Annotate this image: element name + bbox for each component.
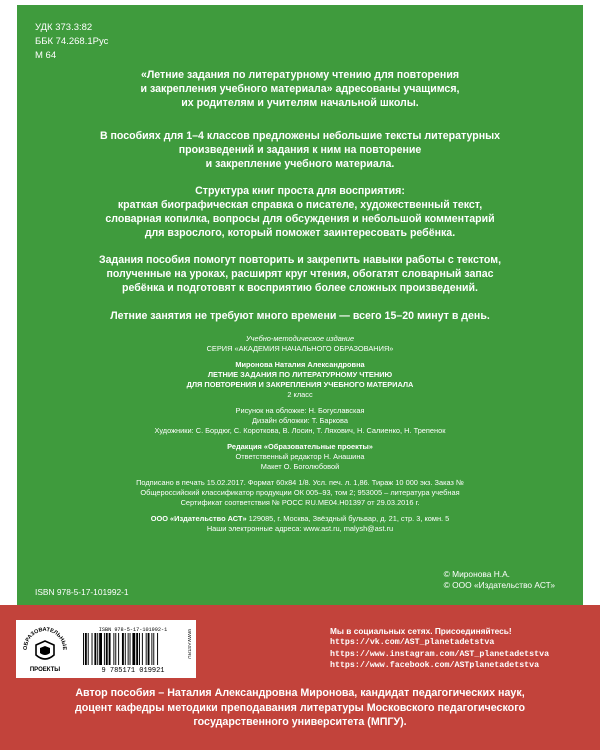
barcode-bar — [85, 633, 87, 665]
barcode-digits: 9 785171 019921 — [101, 667, 165, 674]
imprint-grade: 2 класс — [287, 390, 313, 399]
barcode-box — [16, 620, 196, 678]
intro-paragraph-3: Структура книг проста для восприятия: краткая биографическая справка о писателе, художественный текст, словарная копилка, вопросы для обсуждения и небольшой комментарий для взрослого, который поможет заинтересовать ребёнка. — [105, 185, 495, 239]
social-heading: Мы в социальных сетях. Присоединяйтесь! — [330, 626, 512, 636]
svg-text:WWW.AST.RU: WWW.AST.RU — [187, 629, 192, 659]
barcode-bar — [104, 633, 105, 665]
intro-paragraph-4: Задания пособия помогут повторить и закрепить навыки работы с текстом, полученные на уроках, расширят круг чтения, обогатят словарный запас ребёнка и подготовят к восприятию более сложных произведений. — [98, 254, 502, 294]
barcode-bar — [157, 633, 158, 665]
series: СЕРИЯ «АКАДЕМИЯ НАЧАЛЬНОГО ОБРАЗОВАНИЯ» — [206, 344, 394, 353]
barcode-bar — [122, 633, 124, 665]
print-info-3: Сертификат соответствия № РОСС RU.МЕ04.Н01397 от 29.03.2016 г. — [180, 498, 420, 507]
cover-art-credit: Рисунок на обложке: Н. Богуславская — [235, 406, 365, 415]
email-line: Наши электронные адреса: www.ast.ru, malysh@ast.ru — [206, 524, 394, 533]
barcode-isbn-label: ISBN 978-5-17-101992-1 — [98, 627, 168, 633]
social-link-instagram[interactable]: https://www.instagram.com/AST_planetadetstva — [330, 649, 550, 659]
barcode-bar — [99, 633, 102, 665]
red-panel — [0, 605, 600, 750]
copyright-block — [444, 569, 555, 591]
isbn-text: ISBN 978-5-17-101992-1 — [35, 587, 129, 597]
social-link-facebook[interactable]: https://www.facebook.com/ASTplanetadetstva — [330, 661, 540, 671]
barcode-bar — [106, 633, 108, 665]
barcode-bar — [151, 633, 152, 665]
layout-credit: Макет О. Боголюбовой — [260, 462, 340, 471]
barcode-bar — [97, 633, 98, 665]
barcode-bar — [130, 633, 131, 665]
publisher-address: 129085, г. Москва, Звёздный бульвар, д. 21, стр. 3, комн. 5 — [246, 514, 450, 523]
barcode-bar — [118, 633, 119, 665]
barcode-bar — [92, 633, 93, 665]
udk-code: УДК 373.3:82 — [35, 22, 93, 33]
barcode-icon — [75, 624, 191, 674]
publisher-name: ООО «Издательство АСТ» — [150, 514, 247, 523]
barcode-bar — [113, 633, 114, 665]
social-block — [330, 626, 549, 672]
imprint-block — [17, 334, 583, 534]
author-note: Автор пособия – Наталия Александровна Миронова, кандидат педагогических наук, доцент кафедры методики преподавания литературы Московского педагогического государственного университета (МПГУ). — [74, 687, 526, 728]
publisher-line — [17, 514, 583, 524]
illustrators-credit: Художники: С. Бордюг, С. Короткова, В. Лосин, Т. Ляхович, Н. Салиенко, Н. Трепенок — [154, 426, 446, 435]
barcode-bar — [148, 633, 150, 665]
cover-design-credit: Дизайн обложки: Т. Баркова — [252, 416, 348, 425]
print-info-1: Подписано в печать 15.02.2017. Формат 60x84 1/8. Усл. печ. л. 1,86. Тираж 10 000 экз. Заказ № — [136, 478, 464, 487]
intro-paragraph-2: В пособиях для 1–4 классов предложены небольшие тексты литературных произведений и задания к ним на повторение и закрепление учебного материала. — [99, 130, 501, 170]
intro-paragraph-5: Летние занятия не требуют много времени — всего 15–20 минут в день. — [110, 310, 490, 322]
barcode-bar — [136, 633, 138, 665]
barcode-bar — [139, 633, 140, 665]
intro-paragraph-1: «Летние задания по литературному чтению для повторения и закрепления учебного материала» адресованы учащимся, их родителям и учителям начальной школы. — [140, 69, 460, 109]
logo-top-text: ОБРАЗОВАТЕЛЬНЫЕ — [22, 626, 68, 651]
barcode-bar — [94, 633, 96, 665]
logo-bottom-text: ПРОЕКТЫ — [29, 667, 61, 673]
publisher-logo-icon — [19, 623, 71, 675]
barcode-bar — [146, 633, 147, 665]
author-mark: М 64 — [35, 50, 57, 61]
barcode-bar — [153, 633, 154, 665]
barcode-bar — [83, 633, 84, 665]
barcode-bar — [132, 633, 135, 665]
copyright-author: © Миронова Н.А. — [443, 569, 511, 579]
social-link-vk[interactable]: https://vk.com/AST_planetadetstva — [330, 638, 495, 648]
green-panel — [17, 5, 583, 605]
website-side-text — [186, 623, 194, 675]
copyright-publisher: © ООО «Издательство АСТ» — [443, 580, 555, 590]
imprint-author: Миронова Наталия Александровна — [235, 360, 365, 369]
bbk-code: ББК 74.268.1Рус — [35, 36, 109, 47]
edition-type: Учебно-методическое издание — [245, 334, 355, 343]
barcode-bar — [109, 633, 111, 665]
classification-codes — [35, 21, 108, 63]
print-info-2: Общероссийский классификатор продукции ОК 005–93, том 2; 953005 – литература учебная — [140, 488, 460, 497]
barcode-bar — [88, 633, 89, 665]
editor-credit: Ответственный редактор Н. Анашина — [235, 452, 365, 461]
barcode-bar — [128, 633, 129, 665]
imprint-title-1: ЛЕТНИЕ ЗАДАНИЯ ПО ЛИТЕРАТУРНОМУ ЧТЕНИЮ — [207, 370, 393, 379]
barcode-bar — [125, 633, 126, 665]
editorial-office: Редакция «Образовательные проекты» — [227, 442, 373, 451]
barcode-bar — [142, 633, 143, 665]
imprint-title-2: ДЛЯ ПОВТОРЕНИЯ И ЗАКРЕПЛЕНИЯ УЧЕБНОГО МАТЕРИАЛА — [186, 380, 414, 389]
barcode-bar — [115, 633, 116, 665]
